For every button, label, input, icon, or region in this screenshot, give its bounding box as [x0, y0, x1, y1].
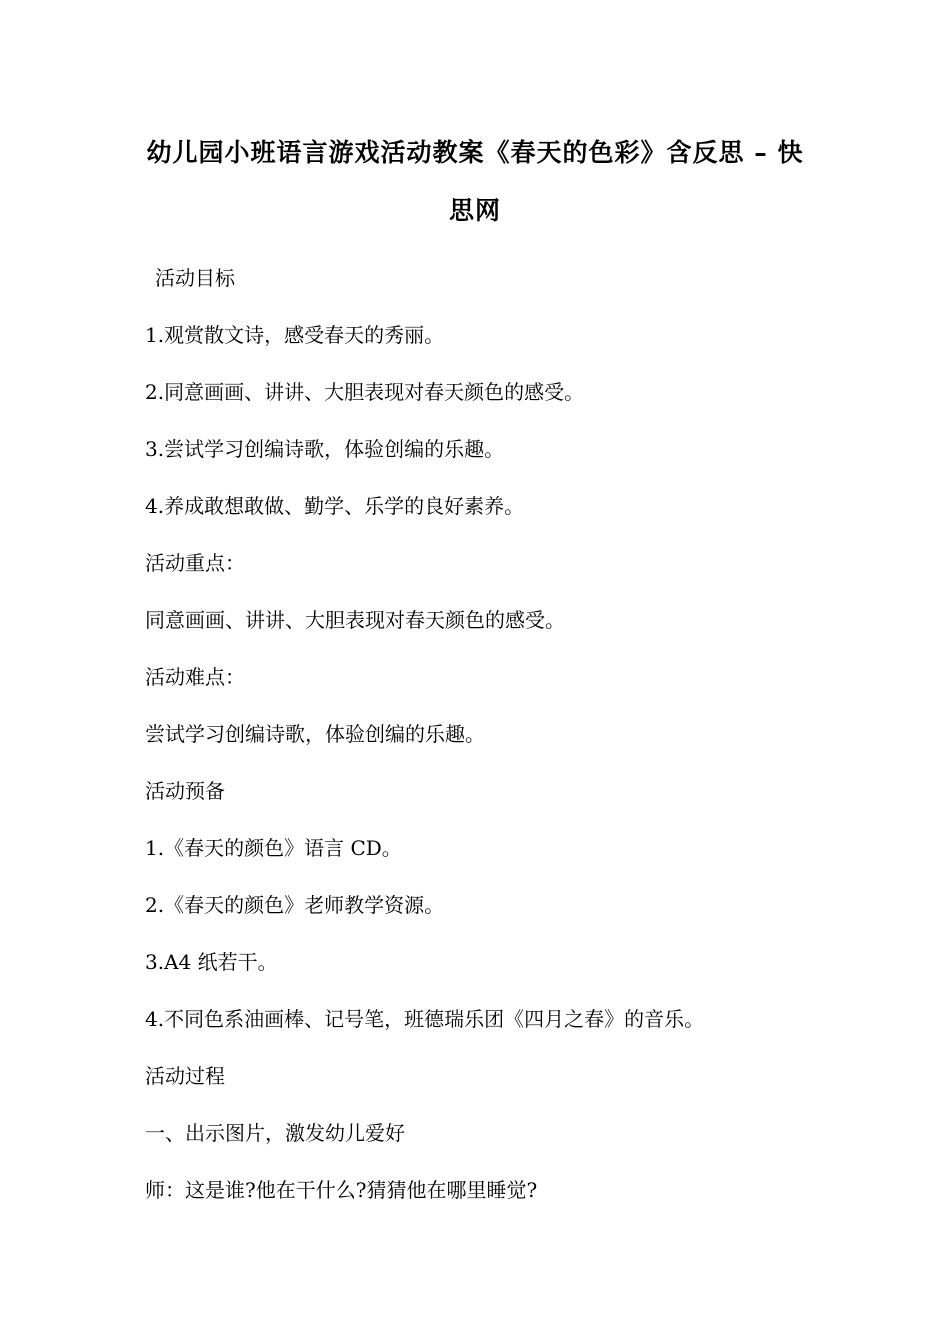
section-heading-preparation: 活动预备 [145, 779, 225, 803]
preparation-item-4: 4.不同色系油画棒、记号笔，班德瑞乐团《四月之春》的音乐。 [145, 1007, 705, 1031]
preparation-item-3: 3.A4 纸若干。 [145, 950, 278, 974]
document-title-line-2: 思网 [448, 196, 501, 225]
section-heading-key-point: 活动重点： [145, 551, 245, 575]
goal-item-1: 1.观赏散文诗，感受春天的秀丽。 [145, 323, 445, 347]
process-teacher-line: 师：这是谁?他在干什么?猜猜他在哪里睡觉? [145, 1178, 538, 1202]
preparation-item-2: 2.《春天的颜色》老师教学资源。 [145, 893, 445, 917]
goal-item-3: 3.尝试学习创编诗歌，体验创编的乐趣。 [145, 437, 505, 461]
section-heading-goals: 活动目标 [155, 266, 235, 290]
difficulty-text: 尝试学习创编诗歌，体验创编的乐趣。 [145, 722, 485, 746]
goal-item-2: 2.同意画画、讲讲、大胆表现对春天颜色的感受。 [145, 380, 585, 404]
goal-item-4: 4.养成敢想敢做、勤学、乐学的良好素养。 [145, 494, 525, 518]
key-point-text: 同意画画、讲讲、大胆表现对春天颜色的感受。 [145, 608, 565, 632]
preparation-item-1: 1.《春天的颜色》语言 CD。 [145, 836, 402, 860]
section-heading-process: 活动过程 [145, 1064, 225, 1088]
process-step-1: 一、出示图片，激发幼儿爱好 [145, 1121, 405, 1145]
document-title-line-1: 幼儿园小班语言游戏活动教案《春天的色彩》含反思 – 快 [146, 138, 804, 167]
section-heading-difficulty: 活动难点： [145, 665, 245, 689]
